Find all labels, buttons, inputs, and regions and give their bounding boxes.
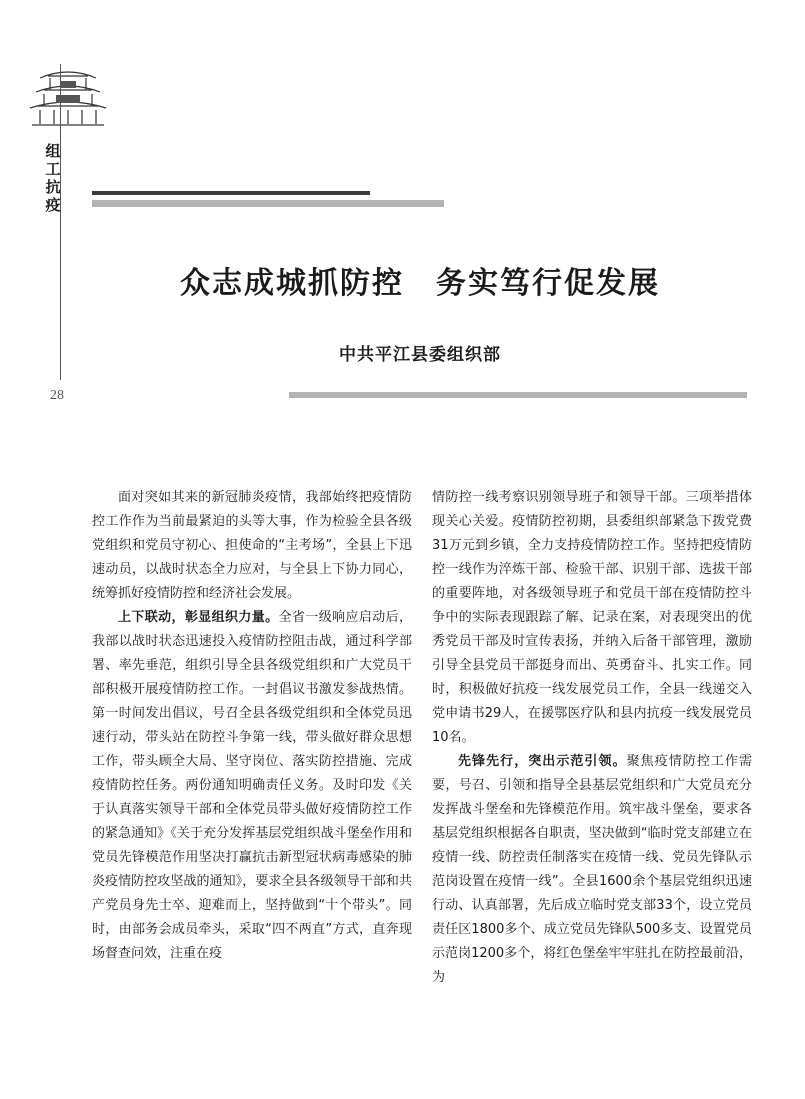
left-column [92,486,412,966]
paragraph: 情防控一线考察识别领导班子和领导干部。三项举措体现关心关爱。疫情防控初期，县委组织部紧急下拨党费31万元到乡镇，全力支持疫情防控工作。坚持把疫情防控一线作为淬炼干部、检验干部、识别干部、选拔干部的重要阵地，对各级领导班子和党员干部在疫情防控斗争中的实际表现跟踪了解、记录在案，对表现突出的优秀党员干部及时宣传表扬，并纳入后备干部管理，激励引导全县党员干部挺身而出、英勇奋斗、扎实工作。同时，积极做好抗疫一线发展党员工作，全县一线递交入党申请书29人，在援鄂医疗队和县内抗疫一线发展党员10名。 [432,490,752,745]
paragraph-lead: 上下联动，彰显组织力量。 [118,610,279,625]
paragraph [92,606,412,966]
title-rule-light [92,200,444,207]
pavilion-logo [26,64,110,130]
author-rule [289,392,747,398]
article-author: 中共平江县委组织部 [339,345,501,365]
right-column [432,486,752,990]
section-label: 组工抗疫 [45,142,61,214]
paragraph [432,750,752,990]
vertical-rule [60,64,61,380]
paragraph-body: 聚焦疫情防控工作需要，号召、引领和指导全县基层党组织和广大党员充分发挥战斗堡垒和先锋模范作用。筑牢战斗堡垒，要求各基层党组织根据各自职责，坚决做到“临时党支部建立在疫情一线、防控责任制落实在疫情一线、党员先锋队示范岗设置在疫情一线”。全县1600余个基层党组织迅速行动、认真部署，先后成立临时党支部33个，设立党员责任区1800多个、成立党员先锋队500多支、设置党员示范岗1200多个，将红色堡垒牢牢驻扎在防控最前沿，为 [432,754,752,985]
paragraph-lead: 先锋先行，突出示范引领。 [458,754,627,769]
article-title: 众志成城抓防控 务实笃行促发展 [180,266,660,301]
paragraph-body: 全省一级响应启动后，我部以战时状态迅速投入疫情防控阻击战，通过科学部署、率先垂范，组织引导全县各级党组织和广大党员干部积极开展疫情防控工作。一封倡议书激发参战热情。第一时间发出倡议，号召全县各级党组织和全体党员迅速行动，带头站在防控斗争第一线，带头做好群众思想工作，带头顾全大局、坚守岗位、落实防控措施、完成疫情防控任务。两份通知明确责任义务。及时印发《关于认真落实领导干部和全体党员带头做好疫情防控工作的紧急通知》《关于充分发挥基层党组织战斗堡垒作用和党员先锋模范作用坚决打赢抗击新型冠状病毒感染的肺炎疫情防控攻坚战的通知》，要求全县各级领导干部和共产党员身先士卒、迎难而上，坚持做到“十个带头”。同时，由部务会成员牵头，采取“四不两直”方式，直奔现场督查问效，注重在疫 [92,610,412,961]
title-rule-dark [92,191,370,195]
paragraph: 面对突如其来的新冠肺炎疫情，我部始终把疫情防控工作作为当前最紧迫的头等大事，作为检验全县各级党组织和党员守初心、担使命的“主考场”，全县上下迅速动员，以战时状态全力应对，与全县上下协力同心，统筹抓好疫情防控和经济社会发展。 [92,490,412,601]
page-number: 28 [50,388,64,403]
